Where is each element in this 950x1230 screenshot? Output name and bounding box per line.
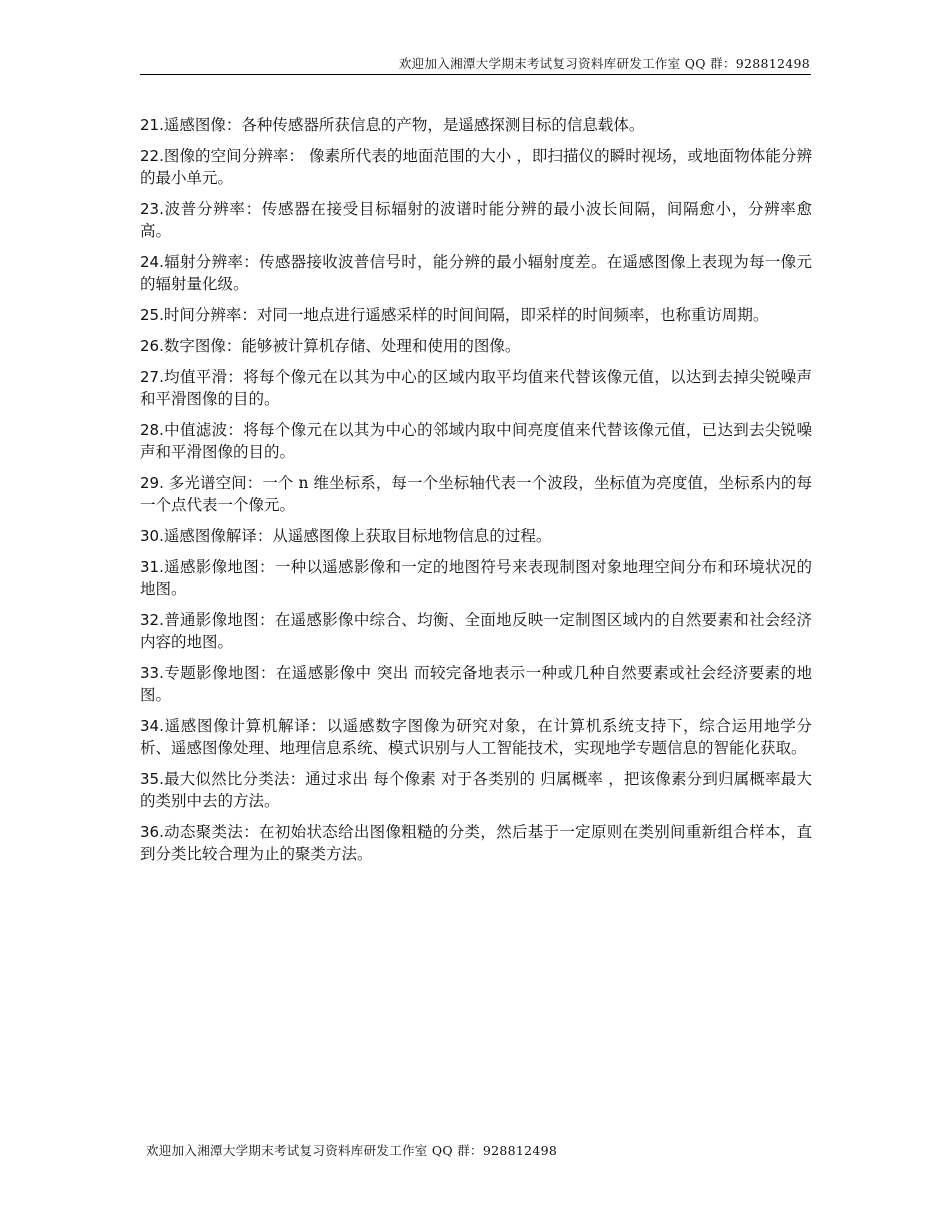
item-text: 动态聚类法：在初始状态给出图像粗糙的分类，然后基于一定原则在类别间重新组合样本，直到分类比较合理为止的聚类方法。: [140, 823, 812, 863]
item-text: 时间分辨率：对同一地点进行遥感采样的时间间隔，即采样的时间频率，也称重访周期。: [163, 306, 769, 324]
definition-item: [140, 114, 812, 136]
item-number: 26.: [140, 337, 164, 355]
item-text: 普通影像地图：在遥感影像中综合、均衡、全面地反映一定制图区域内的自然要素和社会经济内容的地图。: [140, 611, 812, 651]
page-header: 欢迎加入湘潭大学期末考试复习资料库研发工作室 QQ 群：928812498: [398, 56, 810, 71]
definition-item: [140, 472, 812, 516]
item-text: 数字图像：能够被计算机存储、处理和使用的图像。: [163, 337, 521, 355]
item-number: 29.: [140, 474, 164, 492]
document-body: [140, 114, 812, 874]
definition-item: [140, 198, 812, 242]
item-number: 22.: [140, 147, 164, 165]
item-number: 27.: [140, 368, 164, 386]
item-text: 遥感图像计算机解译：以遥感数字图像为研究对象，在计算机系统支持下，综合运用地学分析、遥感图像处理、地理信息系统、模式识别与人工智能技术，实现地学专题信息的智能化获取。: [140, 717, 812, 757]
item-number: 35.: [140, 770, 164, 788]
item-number: 24.: [140, 253, 164, 271]
definition-item: [140, 366, 812, 410]
definition-item: [140, 768, 812, 812]
item-number: 28.: [140, 421, 164, 439]
item-text: 遥感图像：各种传感器所获信息的产物，是遥感探测目标的信息载体。: [163, 116, 645, 134]
definition-item: [140, 821, 812, 865]
definition-item: [140, 335, 812, 357]
item-text: 最大似然比分类法：通过求出 每个像素 对于各类别的 归属概率 ，把该像素分到归属概率最大的类别中去的方法。: [140, 770, 812, 810]
item-text: 波普分辨率：传感器在接受目标辐射的波谱时能分辨的最小波长间隔，间隔愈小，分辨率愈高。: [140, 200, 812, 240]
definition-item: [140, 145, 812, 189]
item-number: 32.: [140, 611, 164, 629]
definition-item: [140, 715, 812, 759]
item-text: 遥感图像解译：从遥感图像上获取目标地物信息的过程。: [163, 527, 552, 545]
definition-item: [140, 304, 812, 326]
item-text: 辐射分辨率：传感器接收波普信号时，能分辨的最小辐射度差。在遥感图像上表现为每一像元的辐射量化级。: [140, 253, 812, 293]
item-text: 均值平滑：将每个像元在以其为中心的区域内取平均值来代替该像元值，以达到去掉尖锐噪声和平滑图像的目的。: [140, 368, 812, 408]
definition-item: [140, 251, 812, 295]
page-footer: 欢迎加入湘潭大学期末考试复习资料库研发工作室 QQ 群：928812498: [146, 1143, 558, 1158]
item-text: 中值滤波：将每个像元在以其为中心的邻域内取中间亮度值来代替该像元值，已达到去尖锐噪声和平滑图像的目的。: [140, 421, 812, 461]
item-number: 21.: [140, 116, 164, 134]
definition-item: [140, 419, 812, 463]
item-number: 31.: [140, 558, 164, 576]
item-number: 23.: [140, 200, 164, 218]
definition-item: [140, 662, 812, 706]
definition-item: [140, 609, 812, 653]
item-number: 30.: [140, 527, 164, 545]
definition-item: [140, 556, 812, 600]
item-number: 33.: [140, 664, 164, 682]
item-text: 图像的空间分辨率： 像素所代表的地面范围的大小 ，即扫描仪的瞬时视场，或地面物体能分辨的最小单元。: [140, 147, 812, 187]
item-text: 专题影像地图：在遥感影像中 突出 而较完备地表示一种或几种自然要素或社会经济要素的地图。: [140, 664, 812, 704]
item-text: 多光谱空间：一个 n 维坐标系，每一个坐标轴代表一个波段，坐标值为亮度值，坐标系内的每一个点代表一个像元。: [140, 474, 812, 514]
item-text: 遥感影像地图：一种以遥感影像和一定的地图符号来表现制图对象地理空间分布和环境状况的地图。: [140, 558, 812, 598]
definition-item: [140, 525, 812, 547]
item-number: 34.: [140, 717, 164, 735]
header-divider: [140, 74, 811, 75]
item-number: 25.: [140, 306, 164, 324]
item-number: 36.: [140, 823, 164, 841]
